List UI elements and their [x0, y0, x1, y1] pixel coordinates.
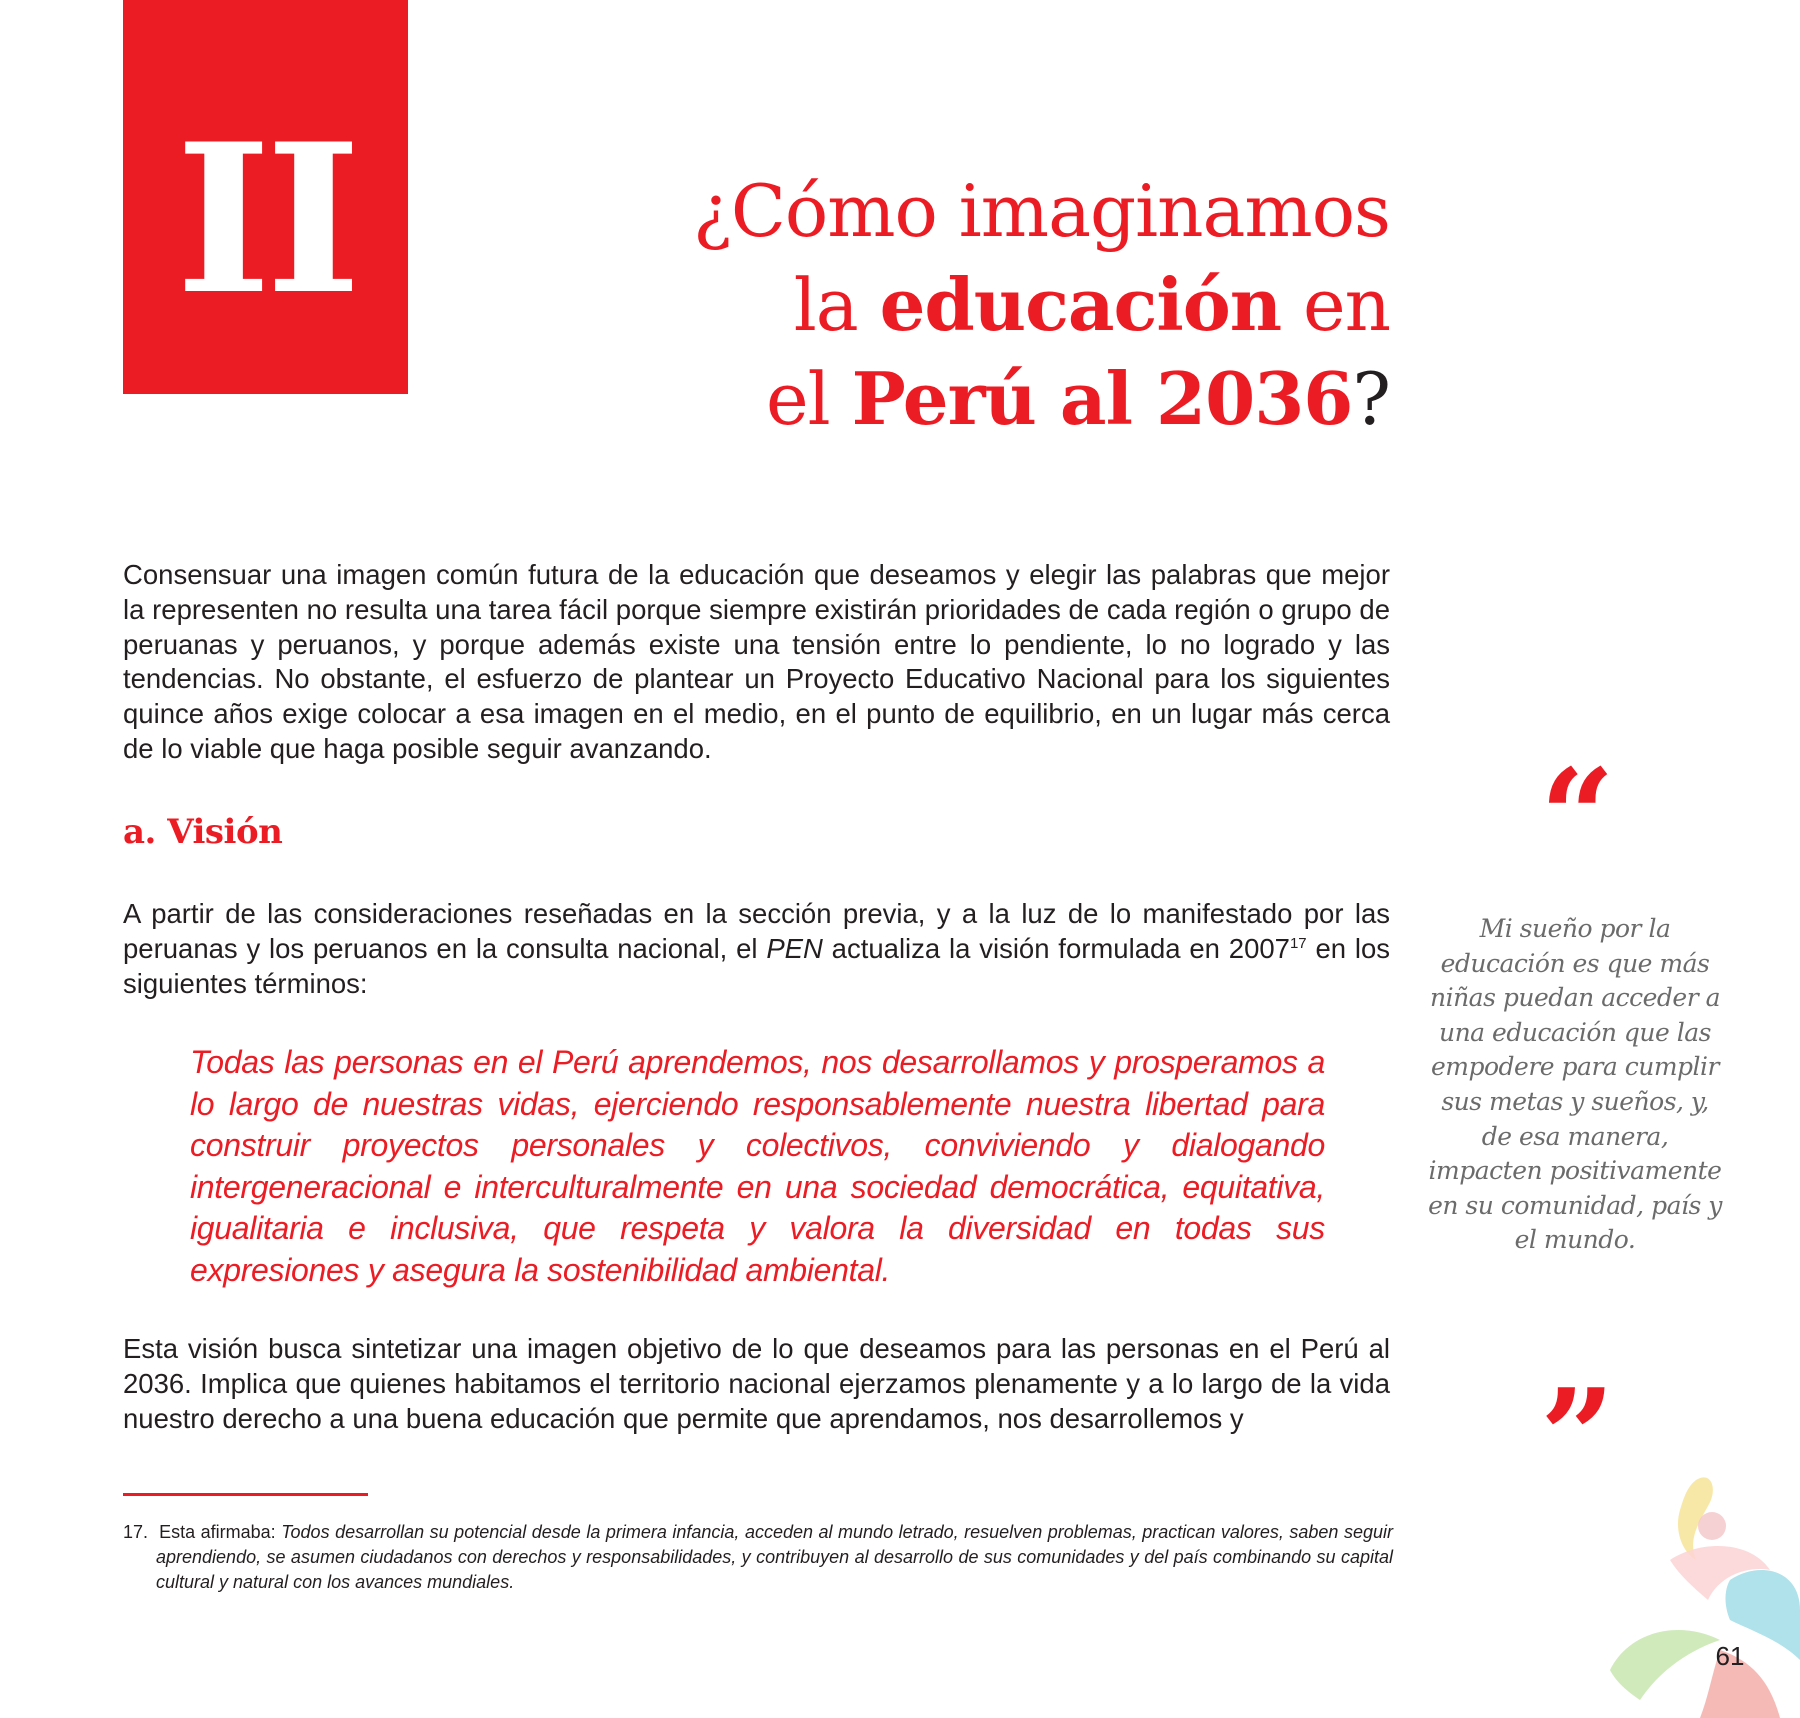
section-heading: a. Visión [123, 812, 283, 852]
title-line-3: el Perú al 2036? [766, 356, 1390, 441]
decorative-shapes [1600, 1470, 1800, 1718]
footnote-divider [123, 1493, 368, 1496]
footnote-ref: 17 [1289, 934, 1307, 952]
closing-paragraph: Esta visión busca sintetizar una imagen objetivo de lo que deseamos para las personas en el Perú al 2036. Implica que quienes habitamos el territorio nacional ejerzamos plenamente y a lo largo de la vida nuestro derecho a una buena educación que permite que aprendamos, nos desarrollemos y [123, 1333, 1390, 1434]
vision-intro-paragraph: A partir de las consideraciones reseñadas en la sección previa, y a la luz de lo manifestado por las peruanas y los peruanos en la consulta nacional, el PEN actualiza la visión formulada en 2007$^{17}$ en los siguientes términos: [123, 898, 1390, 999]
footnote-number: 17. [123, 1522, 149, 1542]
decor-pink-circle [1698, 1512, 1726, 1540]
open-quote-mark: “ [1540, 740, 1615, 893]
chapter-box [123, 0, 408, 394]
intro-paragraph: Consensuar una imagen común futura de la educación que deseamos y elegir las palabras que mejor la representen no resulta una tarea fácil porque siempre existirán prioridades de cada región o grupo de peruanas y peruanos, y porque además existe una tensión entre lo pendiente, lo no logrado y las tendencias. No obstante, el esfuerzo de plantear un Proyecto Educativo Nacional para los siguientes quince años exige colocar a esa imagen en el medio, en el punto de equilibrio, en un lugar más cerca de lo viable que haga posible seguir avanzando. [123, 559, 1390, 764]
page-title [490, 165, 1390, 446]
chapter-number: II [175, 100, 356, 340]
sidebar-quote: Mi sueño por la educación es que más niñas puedan acceder a una educación que las empodere para cumplir sus metas y sueños, y, de esa manera, impacten positivamente en su comunidad, país y el mundo. [1428, 914, 1722, 1255]
page-number: 61 [1715, 1641, 1745, 1671]
footnote: 17. Esta afirmaba: Todos desarrollan su potencial desde la primera infancia, acceden al mundo letrado, resuelven problemas, practican valores, saben seguir aprendiendo, se asumen ciudadanos con derechos y responsabilidades, y contribuyen al desarrollo de sus comunidades y del país combinando su capital cultural y natural con los avances mundiales. [123, 1522, 1393, 1592]
vision-statement: Todas las personas en el Perú aprendemos, nos desarrollamos y prosperamos a lo largo de nuestras vidas, ejerciendo responsablemente nuestra libertad para construir proyectos personales y colectivos, conviviendo y dialogando intergeneracional e interculturalmente en una sociedad democrática, equitativa, igualitaria e inclusiva, que respeta y valora la diversidad en todas sus expresiones y asegura la sostenibilidad ambiental. [190, 1044, 1325, 1288]
close-quote-mark: ” [1540, 1360, 1615, 1513]
title-line-2: la educación en [793, 262, 1390, 347]
title-line-1: ¿Cómo imaginamos [693, 169, 1390, 253]
